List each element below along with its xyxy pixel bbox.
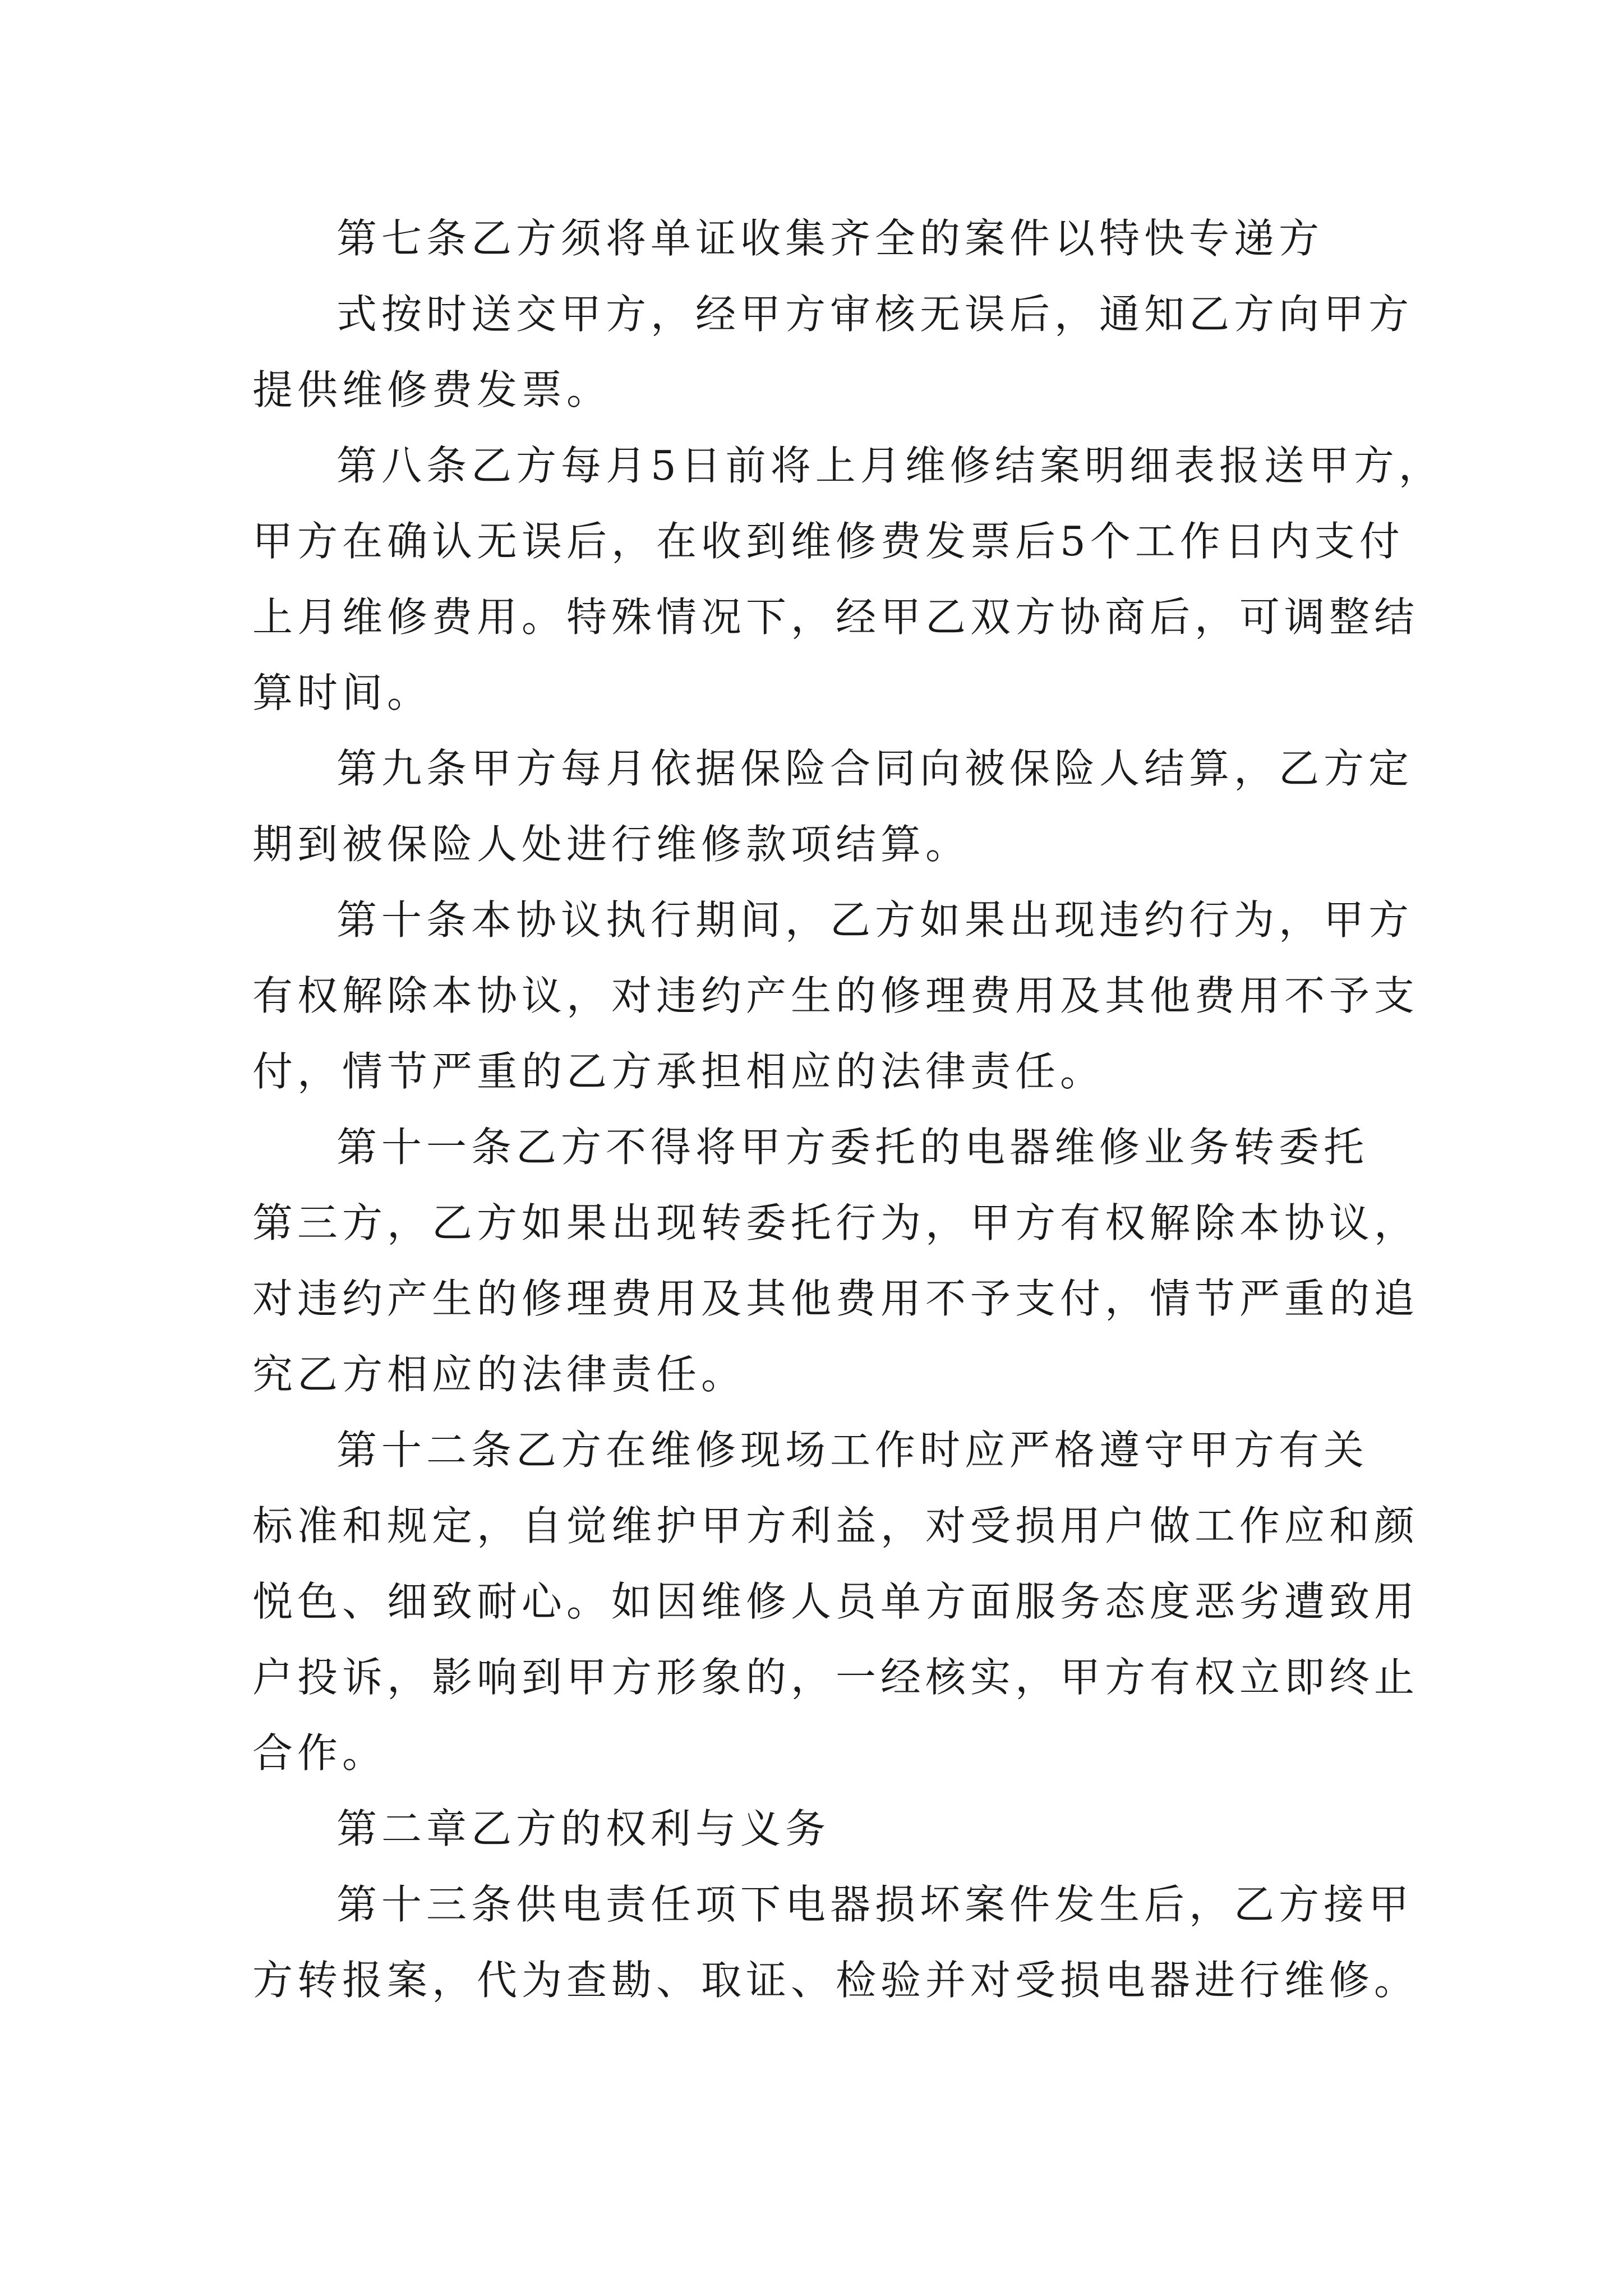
- section-heading: 第二章乙方的权利与义务: [336, 1805, 831, 1852]
- text-line: 第七条乙方须将单证收集齐全的案件以特快专递方: [336, 215, 1324, 262]
- text-line: 付，情节严重的乙方承担相应的法律责任。: [252, 1048, 1105, 1095]
- text-line: 户投诉，影响到甲方形象的，一经核实，甲方有权立即终止: [252, 1654, 1419, 1701]
- text-line: 有权解除本协议，对违约产生的修理费用及其他费用不予支: [252, 972, 1419, 1019]
- text-line: 式按时送交甲方，经甲方审核无误后，通知乙方向甲方: [336, 291, 1414, 338]
- text-line: 甲方在确认无误后，在收到维修费发票后5个工作日内支付: [252, 518, 1404, 565]
- text-line: 第十二条乙方在维修现场工作时应严格遵守甲方有关: [336, 1427, 1369, 1474]
- text-line: 究乙方相应的法律责任。: [252, 1351, 746, 1398]
- text-line: 标准和规定，自觉维护甲方利益，对受损用户做工作应和颜: [252, 1502, 1419, 1549]
- text-line: 合作。: [252, 1729, 388, 1777]
- text-line: 第三方，乙方如果出现转委托行为，甲方有权解除本协议，: [252, 1199, 1419, 1246]
- text-line: 第九条甲方每月依据保险合同向被保险人结算，乙方定: [336, 745, 1414, 792]
- text-line: 第八条乙方每月5日前将上月维修结案明细表报送甲方，: [336, 442, 1444, 489]
- text-line: 提供维修费发票。: [252, 366, 612, 413]
- text-line: 方转报案，代为查勘、取证、检验并对受损电器进行维修。: [252, 1957, 1419, 2004]
- text-line: 算时间。: [252, 669, 432, 716]
- text-line: 对违约产生的修理费用及其他费用不予支付，情节严重的追: [252, 1275, 1419, 1322]
- text-line: 上月维修费用。特殊情况下，经甲乙双方协商后，可调整结: [252, 593, 1419, 641]
- text-line: 第十条本协议执行期间，乙方如果出现违约行为，甲方: [336, 896, 1414, 944]
- text-line: 悦色、细致耐心。如因维修人员单方面服务态度恶劣遭致用: [252, 1578, 1419, 1625]
- text-line: 第十三条供电责任项下电器损坏案件发生后，乙方接甲: [336, 1881, 1414, 1928]
- text-line: 第十一条乙方不得将甲方委托的电器维修业务转委托: [336, 1124, 1369, 1171]
- text-line: 期到被保险人处进行维修款项结算。: [252, 821, 971, 868]
